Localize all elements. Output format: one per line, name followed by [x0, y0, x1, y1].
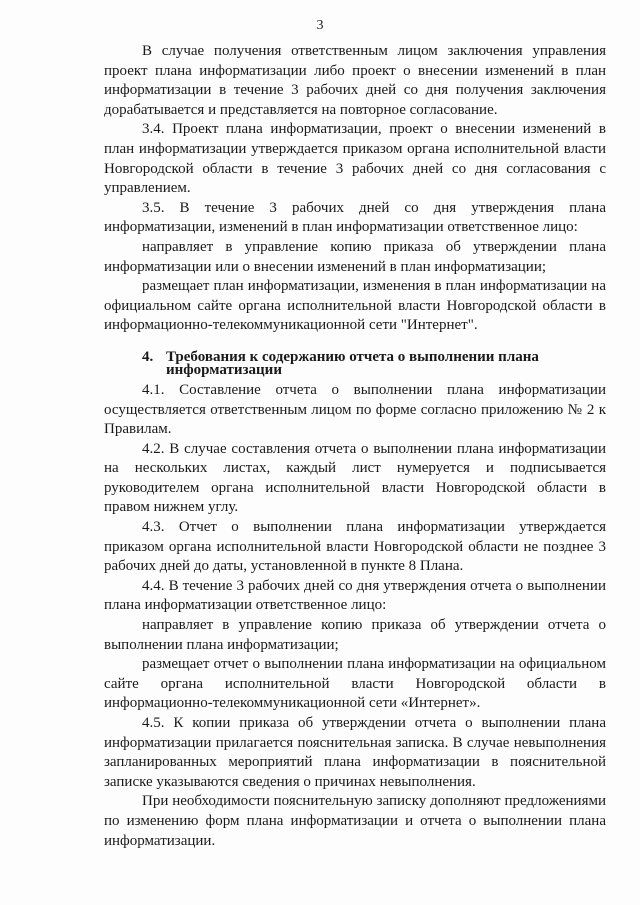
paragraph-4-4: 4.4. В течение 3 рабочих дней со дня утверждения отчета о выполнении плана информатизации ответственное лицо:: [104, 577, 606, 614]
section-heading: [104, 348, 606, 378]
section-title-line-1: Требования к содержанию отчета о выполнении плана: [166, 348, 539, 365]
paragraph-3-4: 3.4. Проект плана информатизации, проект о внесении изменений в план информатизации утверждается приказом органа исполнительной власти Новгородской области в течение 3 рабочих дней со дня согласования с управлением.: [104, 121, 606, 197]
paragraph-explanatory-note: При необходимости пояснительную записку дополняют предложениями по изменению форм плана информатизации и отчета о выполнении плана информатизации.: [104, 793, 606, 849]
paragraph-4-2: 4.2. В случае составления отчета о выполнении плана информатизации на нескольких листах, каждый лист нумеруется и подписывается руководителем органа исполнительной власти Новгородской области в правом нижнем углу.: [104, 440, 606, 516]
section-number: 4.: [142, 348, 154, 365]
paragraph-3-5-publish: размещает план информатизации, изменения в план информатизации на официальном сайте органа исполнительной власти Новгородской области в информационно-телекоммуникационной сети "Интернет".: [104, 278, 606, 334]
section-title-line-2: информатизации: [166, 361, 282, 378]
paragraph-4-1: 4.1. Составление отчета о выполнении плана информатизации осуществляется ответственным лицом по форме согласно приложению № 2 к Правилам.: [104, 381, 606, 438]
paragraph-3-5-send-copy: направляет в управление копию приказа об утверждении плана информатизации или о внесении изменений в план информатизации;: [104, 238, 606, 275]
paragraph-4-4-send-copy: направляет в управление копию приказа об утверждении отчета о выполнении плана информатизации;: [104, 617, 606, 653]
page-number: 3: [316, 18, 324, 33]
paragraph-3-5: 3.5. В течение 3 рабочих дней со дня утверждения плана информатизации, изменений в план информатизации ответственное лицо:: [104, 199, 606, 236]
paragraph-4-5: 4.5. К копии приказа об утверждении отчета о выполнении плана информатизации прилагается пояснительная записка. В случае невыполнения запланированных мероприятий плана информатизации в пояснительной записке указываются сведения о причинах невыполнения.: [104, 715, 606, 790]
paragraph-4-4-publish: размещает отчет о выполнении плана информатизации на официальном сайте органа исполнительной власти Новгородской области в информационно-телекоммуникационной сети «Интернет».: [104, 656, 606, 712]
paragraph-revision-note: В случае получения ответственным лицом заключения управления проект плана информатизации либо проект о внесении изменений в план информатизации в течение 3 рабочих дней со дня получения заключения дорабатывается и представляется на повторное согласование.: [104, 43, 606, 118]
spacer: [104, 336, 606, 338]
paragraph-4-3: 4.3. Отчет о выполнении плана информатизации утверждается приказом органа исполнительной власти Новгородской области не позднее 3 рабочих дней до даты, установленной в пункте 8 Плана.: [104, 519, 606, 575]
document-body: [104, 42, 606, 851]
